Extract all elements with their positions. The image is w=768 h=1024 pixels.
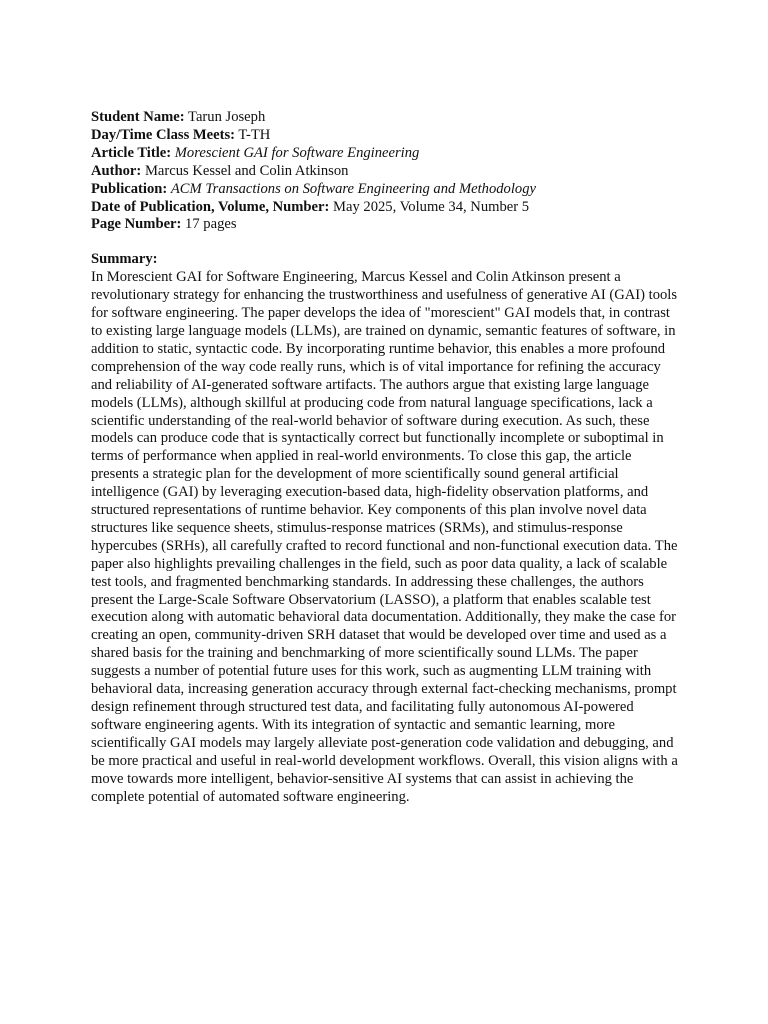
publication-date-line (91, 199, 681, 217)
publication-label: Publication: (91, 180, 168, 197)
student-name-value: Tarun Joseph (188, 109, 266, 125)
publication-date-value: May 2025, Volume 34, Number 5 (333, 198, 530, 215)
page-number-label: Page Number: (91, 216, 182, 233)
page-number-value: 17 pages (185, 216, 237, 233)
author-line (91, 163, 681, 181)
publication-value: ACM Transactions on Software Engineering and Methodology (170, 180, 536, 197)
student-name-line (91, 109, 681, 127)
publication-line (91, 181, 681, 199)
document-page (91, 109, 681, 806)
page-number-line (91, 216, 681, 234)
class-meets-line (91, 127, 681, 145)
article-title-label: Article Title: (91, 144, 172, 161)
class-meets-label: Day/Time Class Meets: (91, 126, 236, 143)
article-title-value: Morescient GAI for Software Engineering (174, 144, 420, 161)
student-name-label: Student Name: (91, 109, 185, 125)
summary-heading: Summary: (91, 251, 158, 268)
class-meets-value: T-TH (238, 126, 271, 143)
author-label: Author: (91, 162, 142, 179)
article-title-line (91, 145, 681, 163)
author-value: Marcus Kessel and Colin Atkinson (144, 162, 349, 179)
summary-body: In Morescient GAI for Software Engineering, Marcus Kessel and Colin Atkinson present a revolutionary strategy for enhancing the trustworthiness and usefulness of generative AI (GAI) tools for software engineering. The paper develops the idea of "morescient" GAI models that, in contrast to existing large language models (LLMs), are trained on dynamic, semantic features of software, in addition to static, syntactic code. By incorporating runtime behavior, this enables a more profound comprehension of the way code really runs, which is of vital importance for refining the accuracy and reliability of AI-generated software artifacts. The authors argue that existing large language models (LLMs), although skillful at producing code from natural language specifications, lack a scientific understanding of the real-world behavior of software during execution. As such, these models can produce code that is syntactically correct but functionally incomplete or suboptimal in terms of performance when applied in real-world environments. To close this gap, the article presents a strategic plan for the development of more scientifically sound general artificial intelligence (GAI) by leveraging execution-based data, high-fidelity observation platforms, and structured representations of runtime behavior. Key components of this plan involve novel data structures like sequence sheets, stimulus-response matrices (SRMs), and stimulus-response hypercubes (SRHs), all carefully crafted to record functional and non-functional execution data. The paper also highlights prevailing challenges in the field, such as poor data quality, a lack of scalable test tools, and fragmented benchmarking standards. In addressing these challenges, the authors present the Large-Scale Software Observatorium (LASSO), a platform that enables scalable test execution along with automatic behavioral data documentation. Additionally, they make the case for creating an open, community-driven SRH dataset that would be developed over time and used as a shared basis for the training and benchmarking of more scientifically sound LLMs. The paper suggests a number of potential future uses for this work, such as augmenting LLM training with behavioral data, increasing generation accuracy through external fact-checking mechanisms, prompt design refinement through structured test data, and facilitating fully autonomous AI-powered software engineering agents. With its integration of syntactic and semantic learning, more scientifically GAI models may largely alleviate post-generation code validation and debugging, and be more practical and useful in real-world development workflows. Overall, this vision aligns with a move towards more intelligent, behavior-sensitive AI systems that can assist in achieving the complete potential of automated software engineering. (91, 269, 678, 805)
publication-date-label: Date of Publication, Volume, Number: (91, 198, 330, 215)
